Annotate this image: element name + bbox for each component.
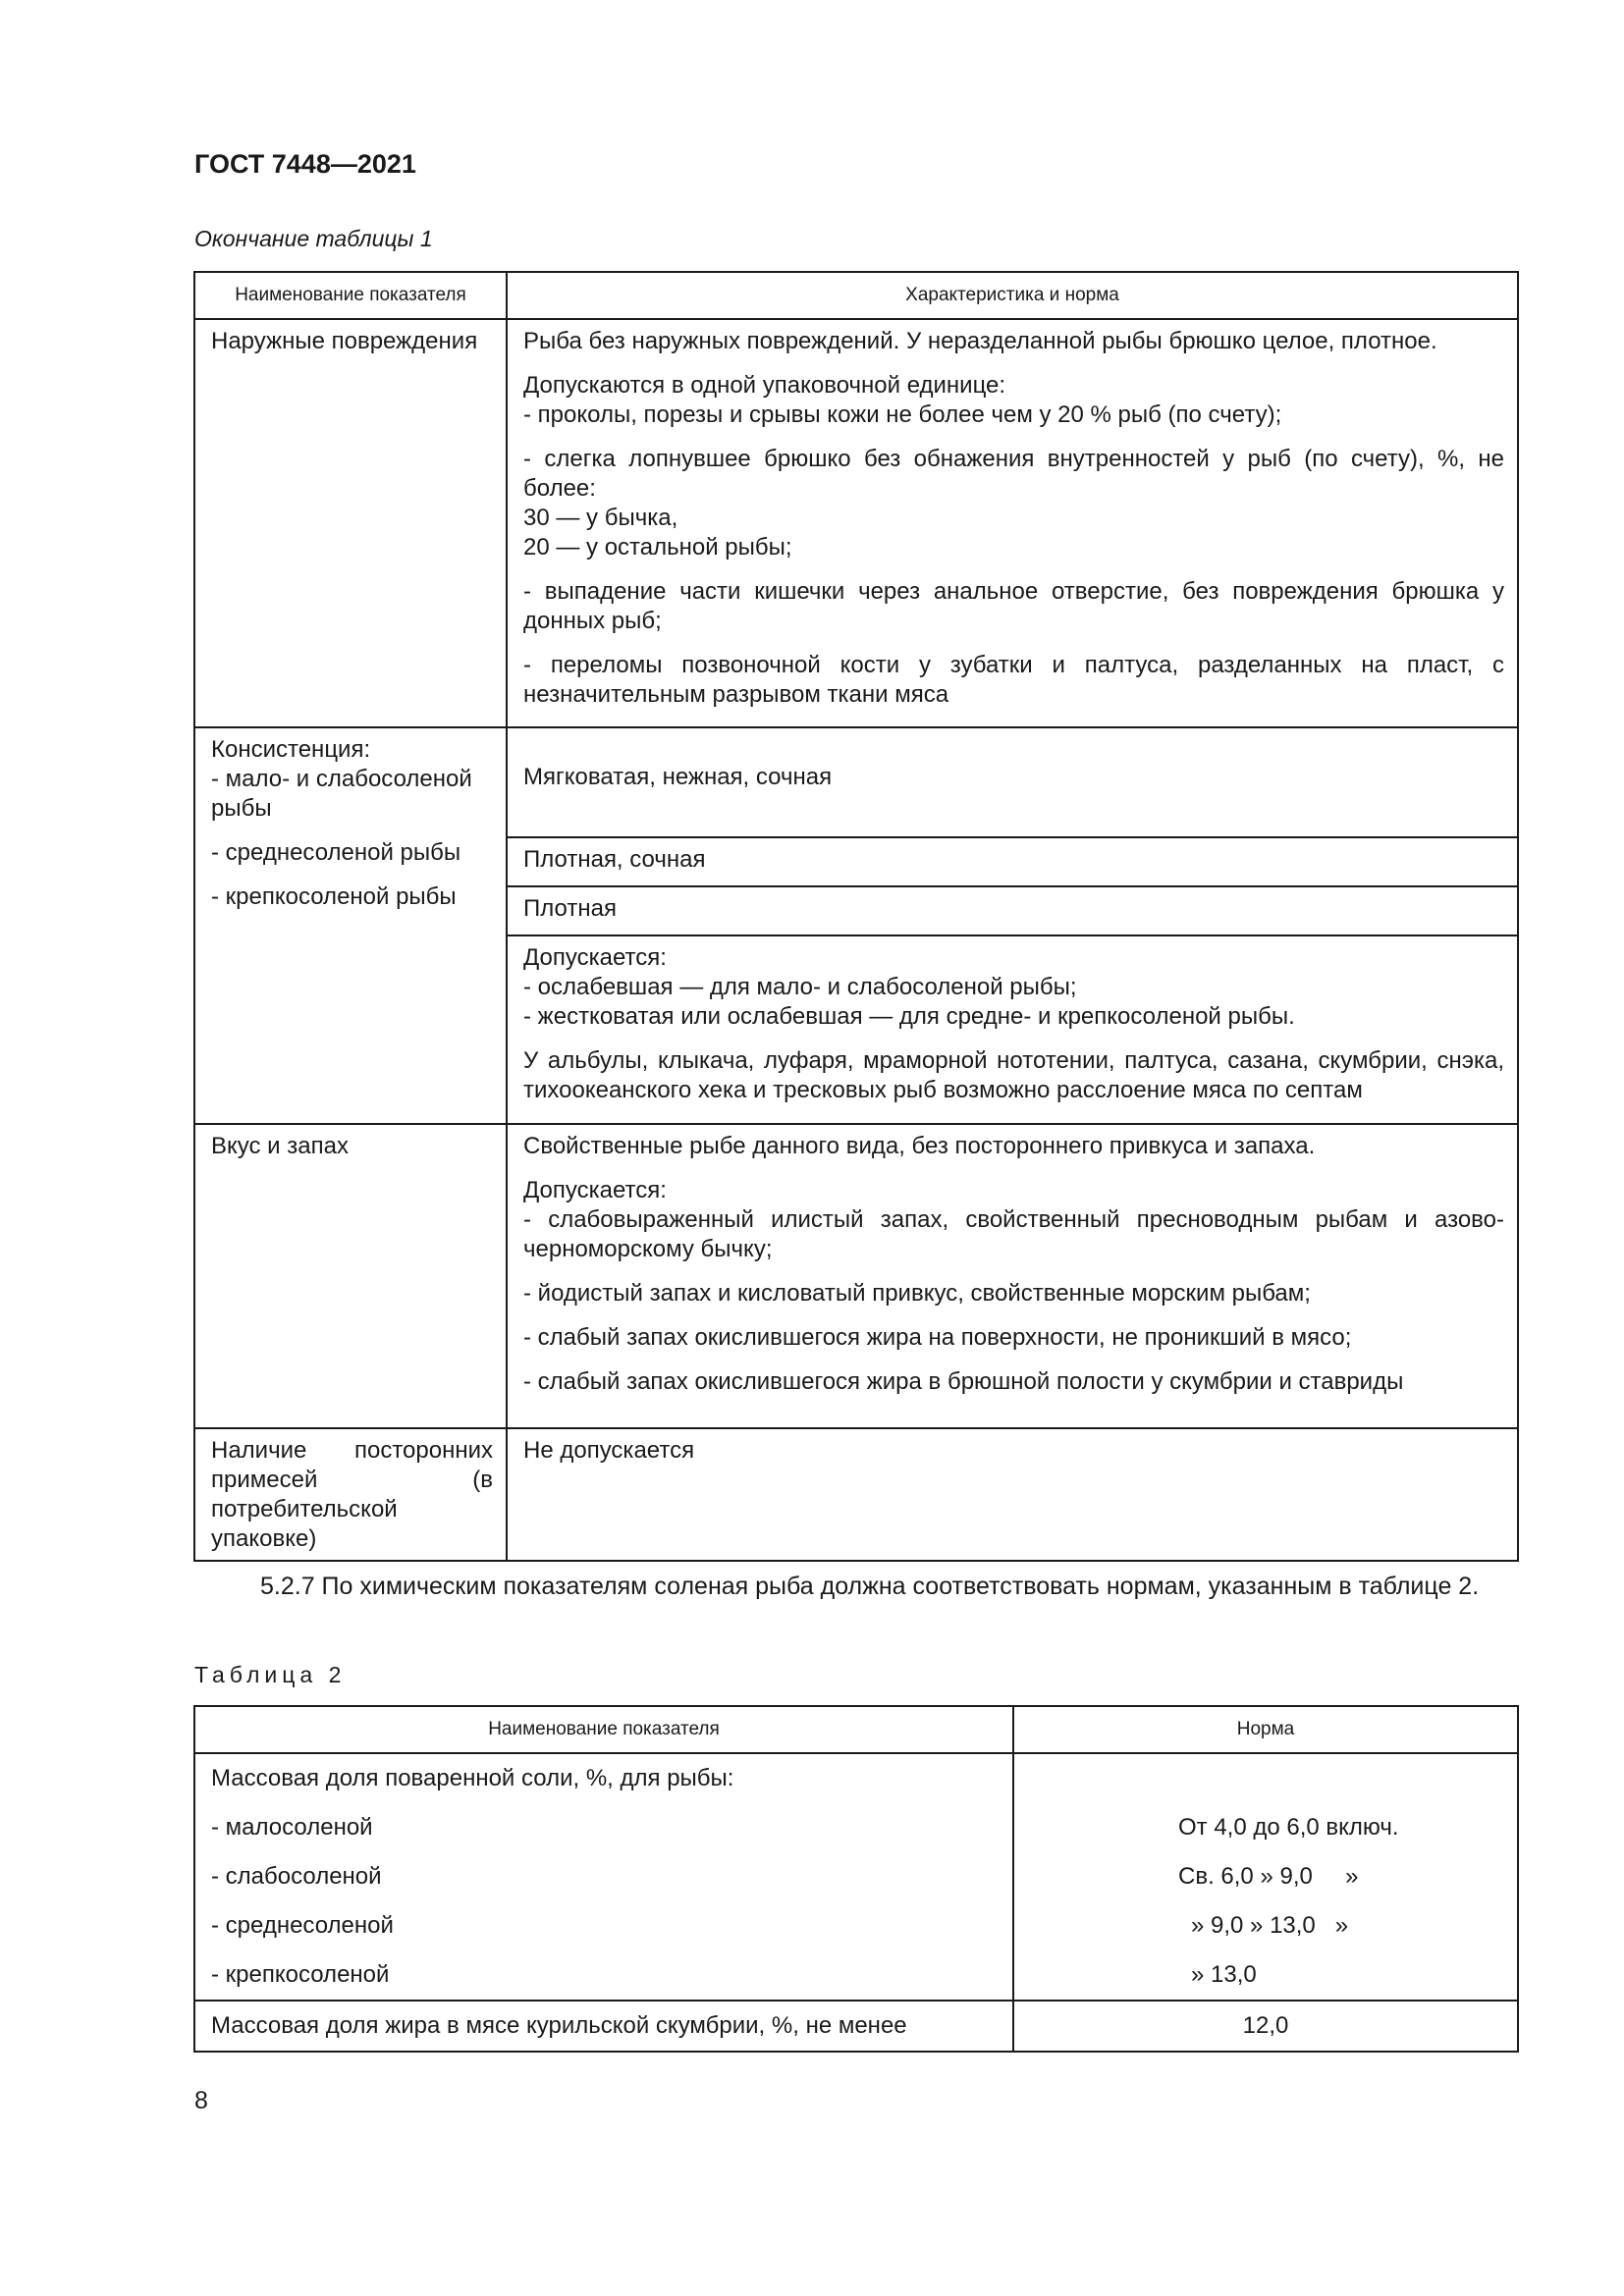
- row-taste-norm-4: - слабый запах окислившегося жира на поверхности, не проникший в мясо;: [523, 1324, 1352, 1351]
- row-damage-norm-2: [523, 371, 1504, 430]
- table2-col2-header: Норма: [1013, 1706, 1518, 1753]
- row-impurities-norm-cell: [507, 1428, 1518, 1561]
- table1-header-row: [194, 272, 1518, 319]
- row-damage-norm-cell: [507, 319, 1518, 727]
- fat-name-cell: Массовая доля жира в мясе курильской скумбрии, %, не менее: [194, 2001, 1013, 2052]
- salt-name-3: - среднесоленой: [211, 1912, 394, 1939]
- row-taste-norm-5: - слабый запах окислившегося жира в брюшной полости у скумбрии и ставриды: [523, 1368, 1404, 1395]
- salt-value-1: От 4,0 до 6,0 включ.: [1178, 1814, 1399, 1841]
- row-damage-norm-3: [523, 445, 1504, 562]
- row-damage-name-cell: [194, 319, 507, 727]
- row-damage-norm-2-line1: Допускаются в одной упаковочной единице:: [523, 372, 1006, 399]
- table-row: [194, 1428, 1518, 1561]
- row-consistency-sub-1: - мало- и слабосоленой рыбы: [211, 766, 472, 822]
- row-damage-norm-5: - переломы позвоночной кости у зубатки и палтуса, разделанных на пласт, с незначительным разрывом ткани мяса: [523, 652, 1504, 708]
- row-consistency-sub-3: - крепкосоленой рыбы: [211, 883, 457, 910]
- table2-col1-header: Наименование показателя: [194, 1706, 1013, 1753]
- row-consistency-name: Консистенция:: [211, 736, 371, 763]
- row-taste-name: Вкус и запах: [211, 1133, 349, 1159]
- row-taste-norm-cell: [507, 1124, 1518, 1428]
- row-impurities-name: Наличие посторонних примесей (в потребительской упаковке): [211, 1437, 493, 1552]
- row-damage-norm-2-line2: - проколы, порезы и срывы кожи не более чем у 20 % рыб (по счету);: [523, 401, 1282, 428]
- table2: [193, 1705, 1519, 2053]
- row-impurities-norm: Не допускается: [523, 1437, 695, 1464]
- salt-value-4: » 13,0: [1191, 1961, 1257, 1988]
- table-row: [194, 1753, 1518, 2001]
- salt-value-2: Св. 6,0 » 9,0 »: [1178, 1863, 1359, 1890]
- row-consistency-allowed-line2: - ослабевшая — для мало- и слабосоленой рыбы;: [523, 974, 1077, 1000]
- table-row: [194, 1124, 1518, 1428]
- row-taste-norm-1: Свойственные рыбе данного вида, без постороннего привкуса и запаха.: [523, 1133, 1316, 1159]
- row-consistency-name-cell: [194, 727, 507, 1124]
- table1: [193, 271, 1519, 1562]
- row-taste-norm-2-line1: Допускается:: [523, 1177, 667, 1203]
- row-consistency-norm-1: Мягковатая, нежная, сочная: [523, 763, 833, 790]
- row-consistency-norm-3: Плотная: [523, 895, 617, 922]
- table-row: [194, 2001, 1518, 2052]
- row-damage-norm-4: - выпадение части кишечки через анальное отверстие, без повреждения брюшка у донных рыб;: [523, 578, 1504, 634]
- row-consistency-sub-2: - среднесоленой рыбы: [211, 839, 461, 866]
- row-taste-norm-3: - йодистый запах и кисловатый привкус, свойственные морским рыбам;: [523, 1280, 1311, 1307]
- salt-value-3: » 9,0 » 13,0 »: [1191, 1912, 1349, 1939]
- salt-value-spacer: [1014, 1754, 1517, 1803]
- salt-name-2: - слабосоленой: [211, 1863, 382, 1890]
- row-consistency-norm-2-cell: [507, 837, 1518, 886]
- table1-col1-header: Наименование показателя: [194, 272, 507, 319]
- salt-names-cell: [194, 1753, 1013, 2001]
- document-code: ГОСТ 7448—2021: [194, 149, 416, 179]
- row-consistency-norm-3-cell: [507, 886, 1518, 935]
- row-taste-norm-2-line2: - слабовыраженный илистый запах, свойственный пресноводным рыбам и азово-черноморскому бычку;: [523, 1206, 1504, 1262]
- salt-name-1: - малосоленой: [211, 1814, 373, 1841]
- row-consistency-allowed-line3: - жестковатая или ослабевшая — для средне- и крепкосоленой рыбы.: [523, 1003, 1295, 1030]
- paragraph-5-2-7: 5.2.7 По химическим показателям соленая рыба должна соответствовать нормам, указанным в таблице 2.: [260, 1573, 1480, 1600]
- row-consistency-allowed: [523, 943, 1504, 1032]
- row-consistency-norm-1-cell: [507, 727, 1518, 837]
- row-damage-norm-3-line2: 30 — у бычка,: [523, 505, 678, 531]
- table-row: [194, 319, 1518, 727]
- row-damage-norm-1: Рыба без наружных повреждений. У неразделанной рыбы брюшко целое, плотное.: [523, 328, 1437, 354]
- salt-values-cell: [1013, 1753, 1518, 2001]
- row-damage-norm-3-line3: 20 — у остальной рыбы;: [523, 534, 792, 561]
- row-taste-name-cell: [194, 1124, 507, 1428]
- row-consistency-note: У альбулы, клыкача, луфаря, мраморной нототении, палтуса, сазана, скумбрии, снэка, тихоокеанского хека и тресковых рыб возможно расслоение мяса по септам: [523, 1047, 1504, 1103]
- table1-caption: Окончание таблицы 1: [194, 226, 433, 251]
- table2-header-row: [194, 1706, 1518, 1753]
- row-consistency-allowed-line1: Допускается:: [523, 944, 667, 971]
- row-damage-norm-3-line1: - слегка лопнувшее брюшко без обнажения внутренностей у рыб (по счету), %, не более:: [523, 446, 1504, 502]
- table1-col2-header: Характеристика и норма: [507, 272, 1518, 319]
- row-impurities-name-cell: [194, 1428, 507, 1561]
- page-number: 8: [194, 2087, 208, 2114]
- table-row: [194, 727, 1518, 837]
- salt-title: Массовая доля поваренной соли, %, для рыбы:: [211, 1765, 734, 1791]
- row-damage-name: Наружные повреждения: [211, 328, 478, 354]
- row-taste-norm-2: [523, 1176, 1504, 1264]
- row-consistency-norm-2: Плотная, сочная: [523, 846, 706, 873]
- salt-name-4: - крепкосоленой: [211, 1961, 390, 1988]
- row-consistency-allowed-cell: [507, 935, 1518, 1124]
- fat-value-cell: 12,0: [1013, 2001, 1518, 2052]
- table2-caption: Таблица 2: [194, 1662, 347, 1687]
